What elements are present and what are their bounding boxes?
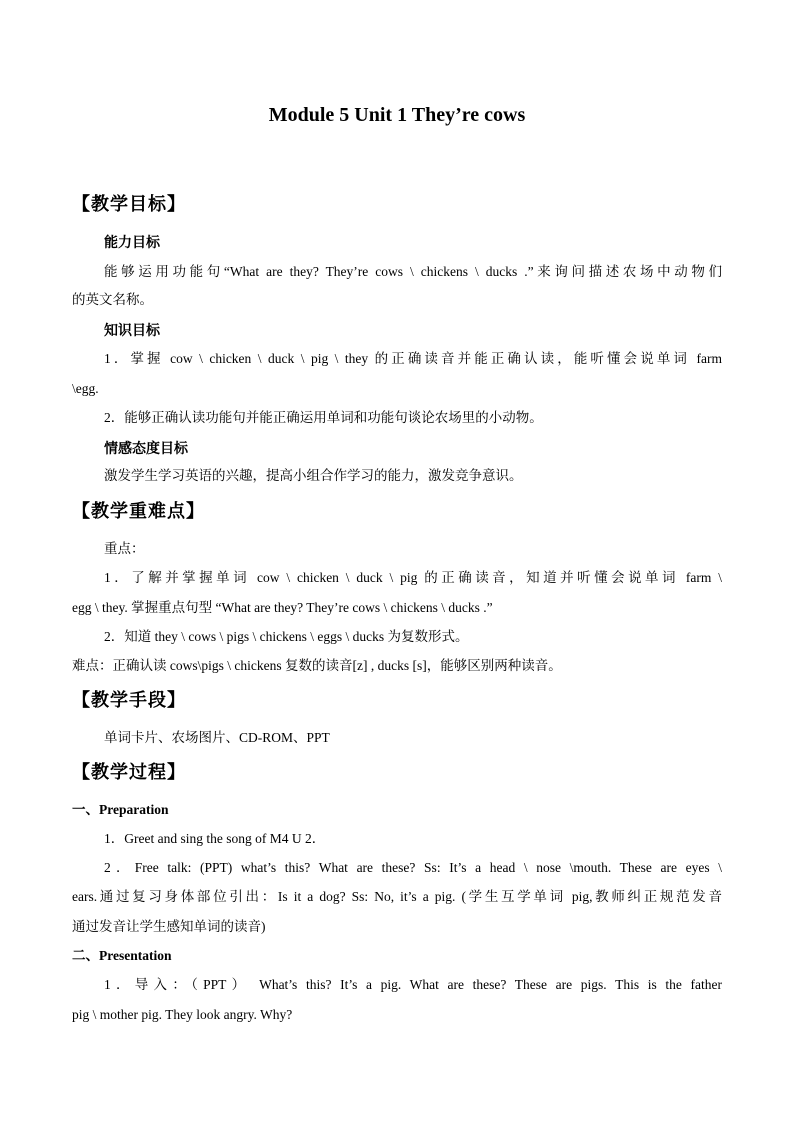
pres-item-1b: pig \ mother pig. They look angry. Why? bbox=[72, 1007, 293, 1022]
knowledge-item-1a: 1．掌握 cow \ chicken \ duck \ pig \ they 的正确读音并能正确认读，能听懂会说单词 farm bbox=[104, 351, 722, 366]
pres-item-1a: 1．导入：（PPT） What’s this? It’s a pig. What are these? These are pigs. This is the father bbox=[104, 977, 722, 992]
subheading-knowledge: 知识目标 bbox=[104, 323, 160, 339]
difficulty-text: 难点：正确认读 cows\pigs \ chickens 复数的读音[z] , ducks [s]，能够区别两种读音。 bbox=[72, 658, 562, 673]
attitude-text: 激发学生学习英语的兴趣，提高小组合作学习的能力，激发竞争意识。 bbox=[104, 468, 523, 483]
knowledge-item-1b: \egg. bbox=[72, 381, 99, 396]
knowledge-item-2: 2．能够正确认读功能句并能正确运用单词和功能句谈论农场里的小动物。 bbox=[104, 410, 543, 425]
prep-item-1: 1．Greet and sing the song of M4 U 2． bbox=[104, 831, 326, 846]
heading-process: 【教学过程】 bbox=[72, 762, 186, 783]
heading-means: 【教学手段】 bbox=[72, 690, 186, 711]
keypoint-item-2: 2．知道 they \ cows \ pigs \ chickens \ eggs \ ducks 为复数形式。 bbox=[104, 629, 469, 644]
heading-objectives: 【教学目标】 bbox=[72, 194, 186, 215]
subheading-attitude: 情感态度目标 bbox=[104, 441, 188, 457]
keypoint-label: 重点： bbox=[104, 541, 145, 556]
page-title: Module 5 Unit 1 They’re cows bbox=[268, 104, 526, 126]
keypoint-item-1b: egg \ they. 掌握重点句型 “What are they? They’re cows \ chickens \ ducks .” bbox=[72, 600, 493, 615]
subheading-ability: 能力目标 bbox=[104, 235, 160, 251]
prep-item-2a: 2．Free talk: (PPT) what’s this? What are these? Ss: It’s a head \ nose \mouth. These are eyes \ bbox=[104, 860, 722, 875]
step-presentation-label: 二、Presentation bbox=[72, 948, 172, 963]
prep-item-2b: ears.通过复习身体部位引出：Is it a dog? Ss: No, it’s a pig. (学生互学单词 pig,教师纠正规范发音 bbox=[72, 889, 722, 904]
heading-keypoints: 【教学重难点】 bbox=[72, 501, 205, 522]
prep-item-2c: 通过发音让学生感知单词的读音) bbox=[72, 919, 266, 934]
step-preparation-label: 一、Preparation bbox=[72, 802, 169, 817]
ability-text-line2: 的英文名称。 bbox=[72, 292, 153, 307]
keypoint-item-1a: 1．了解并掌握单词 cow \ chicken \ duck \ pig 的正确读音，知道并听懂会说单词 farm \ bbox=[104, 570, 722, 585]
means-text: 单词卡片、农场图片、CD-ROM、PPT bbox=[104, 730, 330, 745]
ability-text-line1: 能够运用功能句“What are they? They’re cows \ chickens \ ducks .”来询问描述农场中动物们 bbox=[104, 264, 722, 279]
